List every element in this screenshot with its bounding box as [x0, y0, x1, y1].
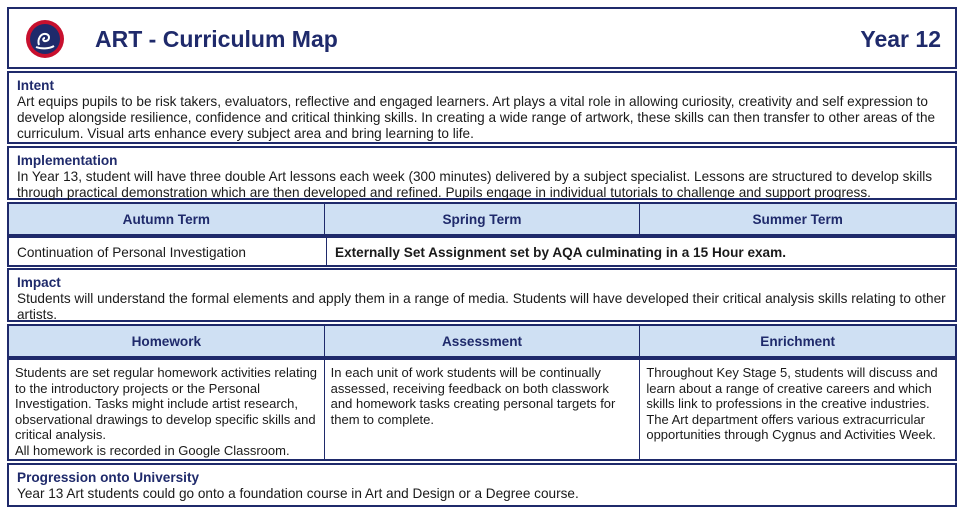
- homework-content: [9, 360, 325, 459]
- spring-summer-term-content: Externally Set Assignment set by AQA culminating in a 15 Hour exam.: [335, 245, 786, 260]
- enrichment-header: Enrichment: [760, 333, 836, 349]
- enrichment-content: Throughout Key Stage 5, students will discuss and learn about a range of creative careers and which skills link to professions in the creative industries. The Art department offers various extracurricular opportunities through Cygnus and Activities Week.: [646, 365, 938, 443]
- assessment-content: In each unit of work students will be continually assessed, receiving feedback on both classwork and homework tasks creating personal targets for them to complete.: [325, 360, 641, 459]
- implementation-heading: Implementation: [17, 153, 118, 168]
- impact-text: Students will understand the formal elements and apply them in a range of media. Students will have developed their critical analysis skills relating to other artists.: [17, 291, 946, 322]
- summer-term-header: Summer Term: [752, 211, 843, 227]
- page-title: ART - Curriculum Map: [95, 26, 338, 52]
- header-bar: [7, 7, 957, 69]
- spring-term-header: Spring Term: [325, 204, 641, 234]
- terms-content-row: [7, 236, 957, 267]
- terms-header-row: [7, 202, 957, 236]
- progression-text: Year 13 Art students could go onto a foundation course in Art and Design or a Degree course.: [17, 486, 579, 501]
- progression-section: [7, 463, 957, 507]
- homework-note: All homework is recorded in Google Classroom.: [15, 442, 290, 458]
- assessment-header: Assessment: [325, 326, 641, 356]
- impact-section: [7, 268, 957, 322]
- year-label: Year 12: [860, 26, 941, 52]
- intent-section: [7, 71, 957, 144]
- autumn-term-content: Continuation of Personal Investigation: [9, 238, 327, 265]
- homework-assessment-enrichment-header-row: [7, 324, 957, 358]
- impact-heading: Impact: [17, 275, 61, 290]
- intent-heading: Intent: [17, 78, 54, 93]
- homework-header: Homework: [9, 326, 325, 356]
- homework-text: Students are set regular homework activities relating to the introductory projects or the Personal Investigation. Tasks might include artist research, observational drawings to develop specific skills and critical analysis.: [15, 365, 318, 443]
- implementation-text: In Year 13, student will have three double Art lessons each week (300 minutes) delivered by a subject specialist. Lessons are structured to develop skills through practical demonstration which are then developed and refined. Pupils engage in individual tutorials to challenge and support progress.: [17, 169, 933, 200]
- implementation-section: [7, 146, 957, 200]
- intent-text: Art equips pupils to be risk takers, evaluators, reflective and engaged learners. Art plays a vital role in allowing curiosity, creativity and self expression to develop alongside resilience, confidence and critical thinking skills. In creating a wide range of artwork, these skills can then transfer to other areas of the curriculum. Visual arts enhance every subject area and bring learning to life.: [17, 94, 936, 141]
- swan-logo-icon: [25, 19, 65, 59]
- homework-assessment-enrichment-row: [7, 358, 957, 461]
- progression-heading: Progression onto University: [17, 470, 200, 485]
- autumn-term-header: Autumn Term: [9, 204, 325, 234]
